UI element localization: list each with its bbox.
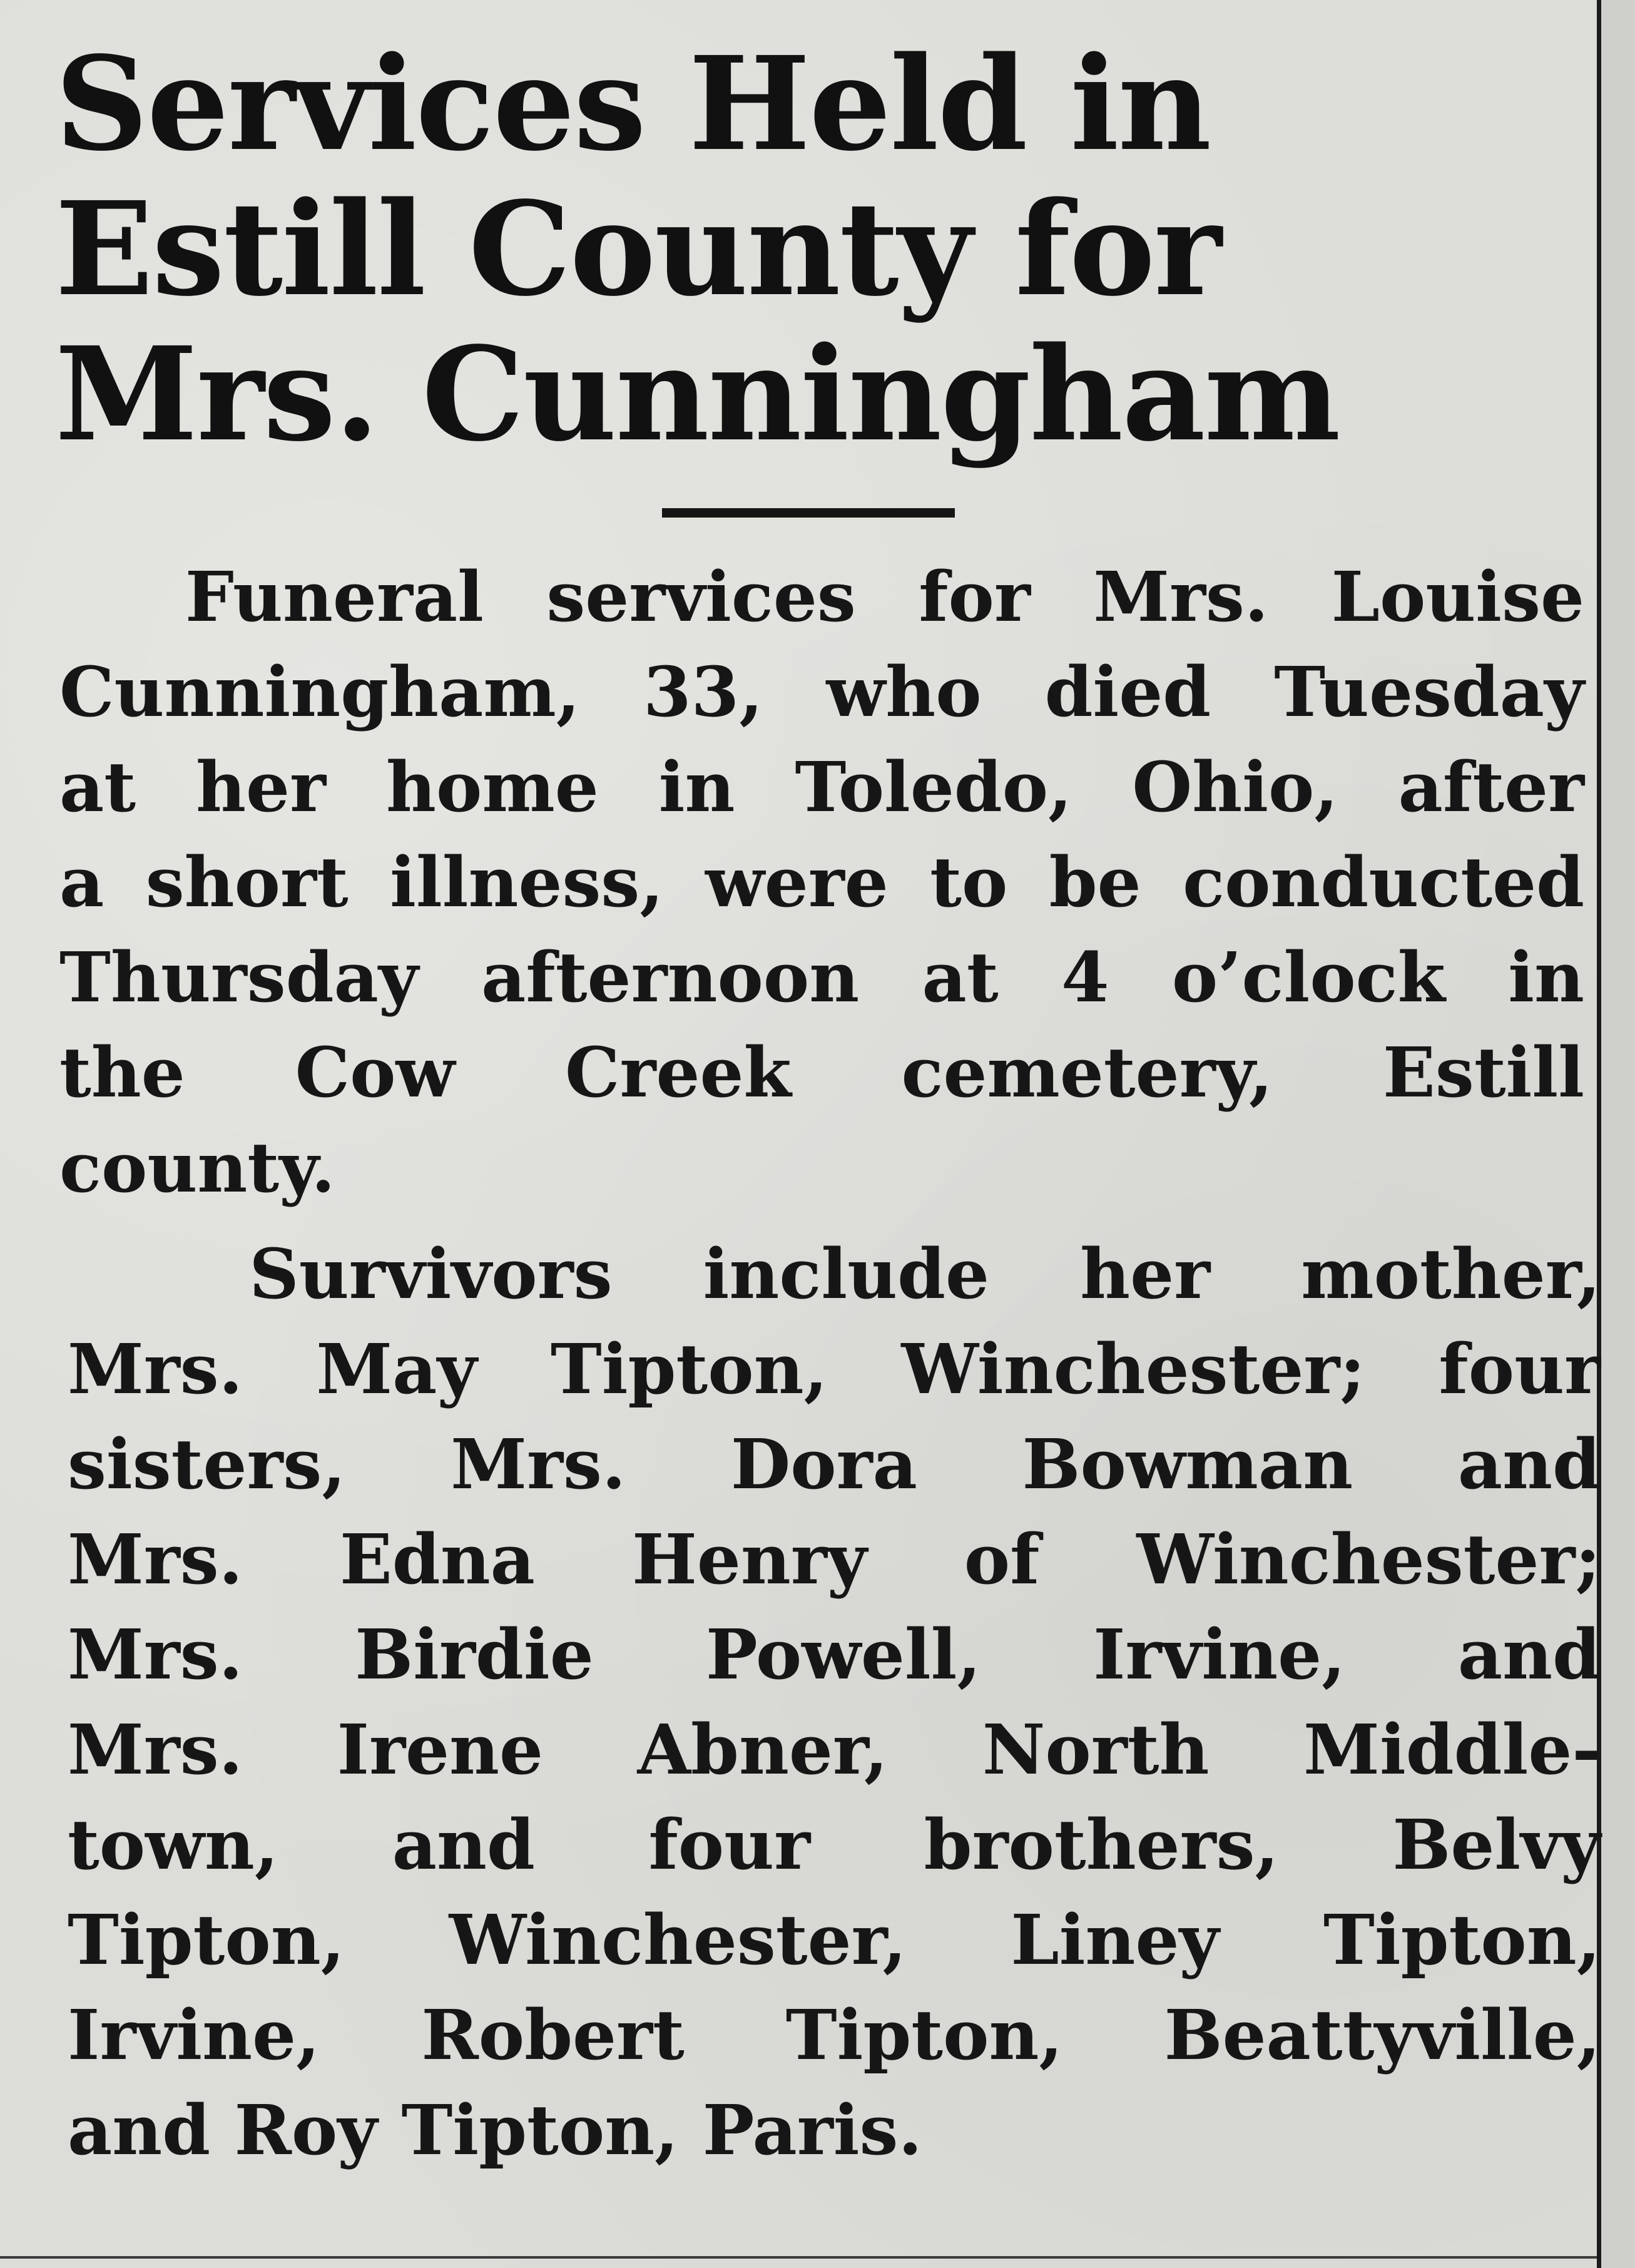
bottom-rule [0,2256,1597,2259]
text-line: and Roy Tipton, Paris. [68,2090,922,2170]
text-line: at her home in Toledo, Ohio, after [59,747,1584,827]
adjacent-column-edge [1601,0,1635,2268]
text-line: Funeral services for Mrs. Louise [59,556,1584,637]
text-line: Tipton, Winchester, Liney Tipton, [68,1899,1601,1980]
headline-line: Estill County for [55,173,1221,325]
text-line: county. [59,1127,335,1208]
text-line: town, and four brothers, Belvy [68,1804,1601,1885]
text-line: the Cow Creek cemetery, Estill [59,1032,1584,1113]
text-line: Thursday afternoon at 4 o’clock in [59,937,1584,1018]
headline-line: Services Held in [55,28,1211,180]
text-line: Mrs. Edna Henry of Winchester; [68,1519,1601,1600]
text-line: Survivors include her mother, [68,1234,1601,1314]
text-line: Mrs. Irene Abner, North Middle- [68,1709,1601,1790]
headline-line: Mrs. Cunningham [55,319,1340,470]
paragraph-survivors [68,1227,1601,2178]
paragraph-funeral-services [59,549,1584,1215]
text-line: Mrs. May Tipton, Winchester; four [68,1329,1601,1409]
text-line: Irvine, Robert Tipton, Beattyville, [68,1995,1601,2075]
text-line: Cunningham, 33, who died Tuesday [59,651,1584,732]
headline [55,28,1494,470]
text-line: a short illness, were to be conducted [59,842,1584,922]
headline-divider [662,508,955,518]
text-line: sisters, Mrs. Dora Bowman and [68,1424,1601,1504]
text-line: Mrs. Birdie Powell, Irvine, and [68,1614,1601,1695]
